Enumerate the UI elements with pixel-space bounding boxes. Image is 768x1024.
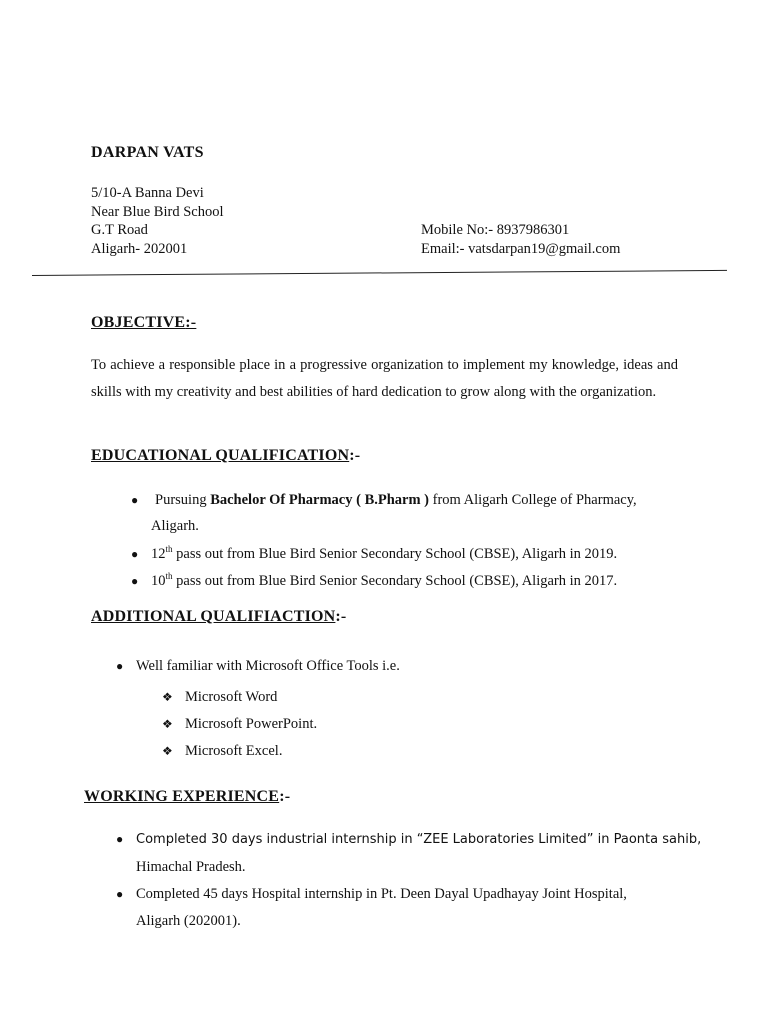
experience-heading <box>84 788 290 806</box>
edu-grade: 10 <box>151 573 166 589</box>
education-heading <box>91 447 360 465</box>
address-line: Near Blue Bird School <box>91 203 224 220</box>
office-tools-list <box>162 684 318 765</box>
address-line: G.T Road <box>91 222 148 238</box>
bullet-icon: ● <box>116 887 124 901</box>
additional-list <box>116 657 400 675</box>
edu-grade-sup: th <box>165 571 173 582</box>
edu-suffix: from Aligarh College of Pharmacy, <box>429 492 637 508</box>
additional-item-text: Well familiar with Microsoft Office Tools i.e. <box>136 658 400 674</box>
experience-list <box>116 826 702 934</box>
candidate-name: DARPAN VATS <box>91 144 204 161</box>
office-tool: Microsoft Word <box>185 689 278 705</box>
edu-degree: Bachelor Of Pharmacy ( B.Pharm ) <box>210 492 430 508</box>
diamond-bullet-icon: ❖ <box>162 690 173 704</box>
edu-prefix: Pursuing <box>155 492 211 508</box>
list-item <box>116 881 701 934</box>
list-item <box>116 657 400 675</box>
experience-line: Completed 45 days Hospital internship in Pt. Deen Dayal Upadhayay Joint Hospital, <box>136 886 627 902</box>
experience-line: Himachal Pradesh. <box>136 858 246 875</box>
list-item <box>131 568 637 594</box>
additional-heading-suffix: :- <box>335 608 347 625</box>
objective-heading <box>91 314 196 332</box>
list-item <box>162 738 317 765</box>
list-item <box>131 487 637 539</box>
contact-block <box>421 221 620 258</box>
objective-heading-text: OBJECTIVE <box>91 314 186 331</box>
experience-line: Completed 30 days industrial internship in “ZEE Laboratories Limited” in Paonta sahib, <box>136 832 702 847</box>
bullet-icon: ● <box>116 659 124 673</box>
list-item <box>116 826 702 880</box>
address-line: 5/10-A Banna Devi <box>91 185 204 201</box>
additional-heading-text: ADDITIONAL QUALIFIACTION <box>91 608 336 625</box>
office-tool: Microsoft Excel. <box>185 743 283 759</box>
objective-heading-suffix: :- <box>185 314 197 331</box>
bullet-icon: ● <box>131 547 139 561</box>
list-item <box>162 684 317 711</box>
address-block <box>91 184 224 258</box>
bullet-icon: ● <box>131 493 139 507</box>
edu-grade-sup: th <box>165 544 173 555</box>
mobile-number: Mobile No:- 8937986301 <box>421 222 570 238</box>
diamond-bullet-icon: ❖ <box>162 744 173 758</box>
education-heading-text: EDUCATIONAL QUALIFICATION <box>91 447 350 464</box>
experience-line: Aligarh (202001). <box>136 912 241 929</box>
additional-heading <box>91 608 346 626</box>
diamond-bullet-icon: ❖ <box>162 717 173 731</box>
experience-heading-suffix: :- <box>279 788 291 805</box>
edu-text: pass out from Blue Bird Senior Secondary School (CBSE), Aligarh in 2017. <box>172 573 618 589</box>
bullet-icon: ● <box>131 574 139 588</box>
edu-text: pass out from Blue Bird Senior Secondary School (CBSE), Aligarh in 2019. <box>172 546 618 562</box>
address-line: Aligarh- 202001 <box>91 240 188 257</box>
education-list <box>131 487 637 594</box>
experience-heading-text: WORKING EXPERIENCE <box>84 788 280 805</box>
objective-text: To achieve a responsible place in a progressive organization to implement my knowledge, ideas and skills with my creativity and best abilities of hard dedication to grow along with the organization. <box>91 357 678 400</box>
office-tool: Microsoft PowerPoint. <box>185 716 318 732</box>
edu-grade: 12 <box>151 546 166 562</box>
bullet-icon: ● <box>116 832 124 846</box>
header-divider <box>32 270 727 276</box>
list-item <box>131 541 637 567</box>
list-item <box>162 711 318 738</box>
edu-continuation: Aligarh. <box>151 518 199 534</box>
email-address: Email:- vatsdarpan19@gmail.com <box>421 240 621 257</box>
education-heading-suffix: :- <box>349 447 361 464</box>
